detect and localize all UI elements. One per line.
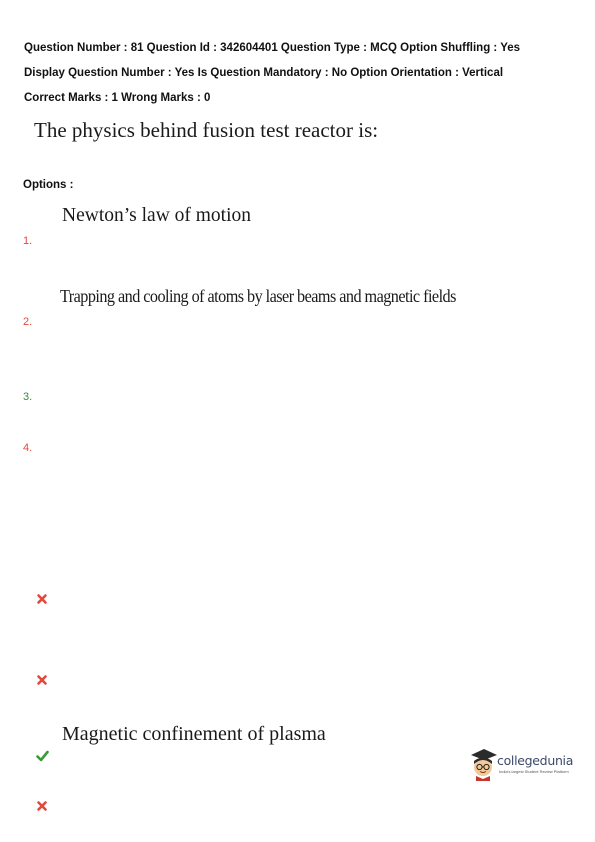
- question-meta-line-2: Display Question Number : Yes Is Question Mandatory : No Option Orientation : Vertical: [24, 67, 504, 79]
- option-number-4: 4.: [23, 442, 33, 454]
- option-number-2: 2.: [23, 316, 33, 328]
- cross-icon: [36, 800, 48, 812]
- option-number-1: 1.: [23, 235, 33, 247]
- collegedunia-logo: [469, 747, 581, 783]
- cross-icon: [36, 674, 48, 686]
- question-meta-line-3: Correct Marks : 1 Wrong Marks : 0: [24, 92, 211, 104]
- options-label: Options :: [23, 179, 74, 191]
- question-meta-line-1: Question Number : 81 Question Id : 342604401 Question Type : MCQ Option Shuffling : Yes: [24, 42, 521, 54]
- option-2-text: Trapping and cooling of atoms by laser beams and magnetic fields: [60, 286, 456, 306]
- logo-wordmark: collegedunia: [497, 753, 574, 768]
- option-1-text: Newton’s law of motion: [62, 205, 252, 226]
- cross-icon: [36, 593, 48, 605]
- graduate-mascot-icon: [469, 747, 499, 781]
- option-number-3: 3.: [23, 391, 33, 403]
- question-text: The physics behind fusion test reactor is:: [34, 118, 379, 142]
- check-icon: [36, 750, 49, 762]
- correct-option-text: Magnetic confinement of plasma: [62, 723, 326, 745]
- logo-tagline: India's largest Student Review Platform: [499, 769, 569, 774]
